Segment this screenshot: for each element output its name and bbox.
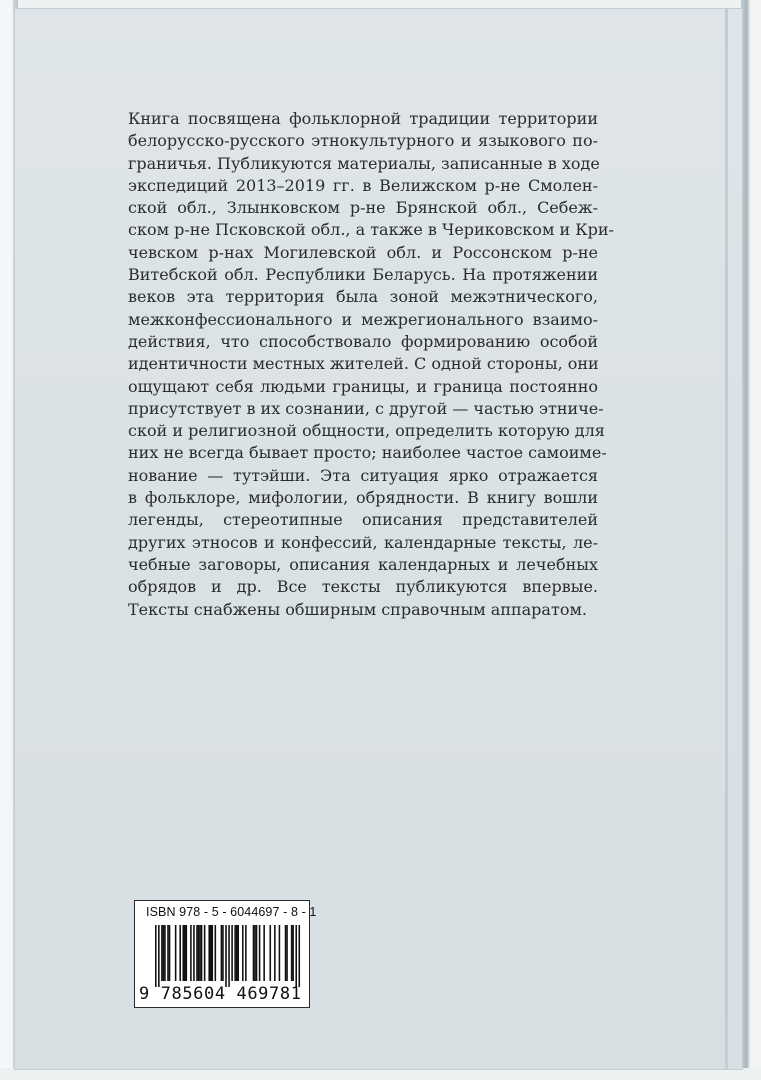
barcode-bar	[234, 925, 236, 981]
barcode-bar	[279, 925, 281, 981]
annotation-line: в фольклоре, мифологии, обрядности. В книгу вошли	[128, 488, 598, 508]
barcode-bar	[184, 925, 186, 981]
barcode-bar	[201, 925, 203, 981]
barcode-bar	[164, 925, 166, 981]
annotation-line: присутствует в их сознании, с другой — частью этниче-	[128, 398, 604, 418]
annotation-line: веков эта территория была зоной межэтнического,	[128, 287, 598, 307]
annotation-line: Витебской обл. Республики Беларусь. На протяжении	[128, 265, 598, 285]
barcode-bar	[228, 925, 230, 987]
isbn-barcode-box	[134, 900, 317, 1008]
barcode-bar	[179, 925, 181, 981]
annotation-line: идентичности местных жителей. С одной стороны, они	[128, 354, 599, 374]
barcode-bar	[274, 925, 276, 981]
annotation-line: ской обл., Злынковском р-не Брянской обл., Себеж-	[128, 198, 598, 218]
barcode-bar	[285, 925, 287, 981]
barcode-bar	[242, 925, 244, 981]
annotation-line: них не всегда бывает просто; наиболее частое самоиме-	[128, 443, 607, 463]
annotation-line: ском р-не Псковской обл., а также в Чериковском и Кри-	[128, 220, 614, 240]
barcode-bar	[245, 925, 247, 981]
annotation-line: обрядов и др. Все тексты публикуются впервые.	[128, 577, 598, 597]
barcode-bar	[295, 925, 297, 987]
annotation-line: чебные заговоры, описания календарных и лечебных	[128, 554, 598, 574]
barcode-icon	[145, 925, 302, 987]
annotation-line: Тексты снабжены обширным справочным аппаратом.	[128, 599, 587, 619]
barcode-bar	[158, 925, 160, 987]
barcode-bar	[167, 925, 169, 981]
annotation-line: чевском р-нах Могилевской обл. и Россонском р-не	[128, 242, 598, 262]
barcode-bar	[225, 925, 227, 987]
barcode-bar	[193, 925, 195, 981]
barcode-bar	[155, 925, 157, 987]
barcode-bar	[211, 925, 213, 981]
barcode-bar	[236, 925, 238, 981]
annotation-line: легенды, стереотипные описания представителей	[128, 510, 598, 530]
barcode-bar	[161, 925, 163, 981]
barcode-bar	[204, 925, 206, 981]
annotation-line: белорусско-русского этнокультурного и языкового по-	[128, 131, 598, 151]
barcode-bar	[196, 925, 198, 981]
barcode-bar	[298, 925, 300, 987]
barcode-bar	[253, 925, 255, 981]
annotation-line: действия, что способствовало формированию особой	[128, 331, 598, 351]
annotation-line: экспедиций 2013–2019 гг. в Велижском р-не Смолен-	[128, 175, 598, 195]
barcode-digits: 9 785604 469781	[139, 984, 302, 1004]
annotation-line: межконфессионального и межрегионального взаимо-	[128, 309, 598, 329]
barcode-bar	[182, 925, 184, 981]
barcode-bar	[169, 925, 171, 981]
annotation-line: нование — тутэйши. Эта ситуация ярко отражается	[128, 465, 598, 485]
barcode-bar	[237, 925, 239, 981]
barcode-bar	[291, 925, 293, 981]
barcode-bar	[263, 925, 265, 981]
isbn-label: ISBN 978 - 5 - 6044697 - 8 - 1	[146, 905, 317, 919]
barcode-bar	[198, 925, 200, 981]
annotation-line: других этносов и конфессий, календарные тексты, ле-	[128, 532, 598, 552]
annotation-line: Книга посвящена фольклорной традиции территории	[128, 109, 598, 128]
barcode-bar	[221, 925, 223, 981]
barcode-bar	[208, 925, 210, 981]
barcode-bar	[175, 925, 177, 981]
barcode-bar	[254, 925, 256, 981]
cover-fold-line	[725, 8, 728, 1070]
barcode-bar	[199, 925, 201, 981]
barcode-bar	[269, 925, 271, 981]
barcode-bar	[190, 925, 192, 981]
barcode-bar	[256, 925, 258, 981]
barcode-bar	[215, 925, 217, 981]
barcode-bar	[210, 925, 212, 981]
barcode-bar	[222, 925, 224, 981]
barcode-bar	[292, 925, 294, 981]
annotation-line: ской и религиозной общности, определить которую для	[128, 421, 605, 441]
barcode-bar	[163, 925, 165, 981]
book-annotation	[128, 108, 614, 621]
annotation-line: граничья. Публикуются материалы, записанные в ходе	[128, 153, 600, 173]
barcode-bar	[259, 925, 261, 981]
barcode-bar	[286, 925, 288, 981]
barcode-bar	[186, 925, 188, 981]
scan-margin-right	[741, 0, 761, 1080]
annotation-line: ощущают себя людьми границы, и граница постоянно	[128, 376, 598, 396]
barcode-bar	[231, 925, 233, 981]
